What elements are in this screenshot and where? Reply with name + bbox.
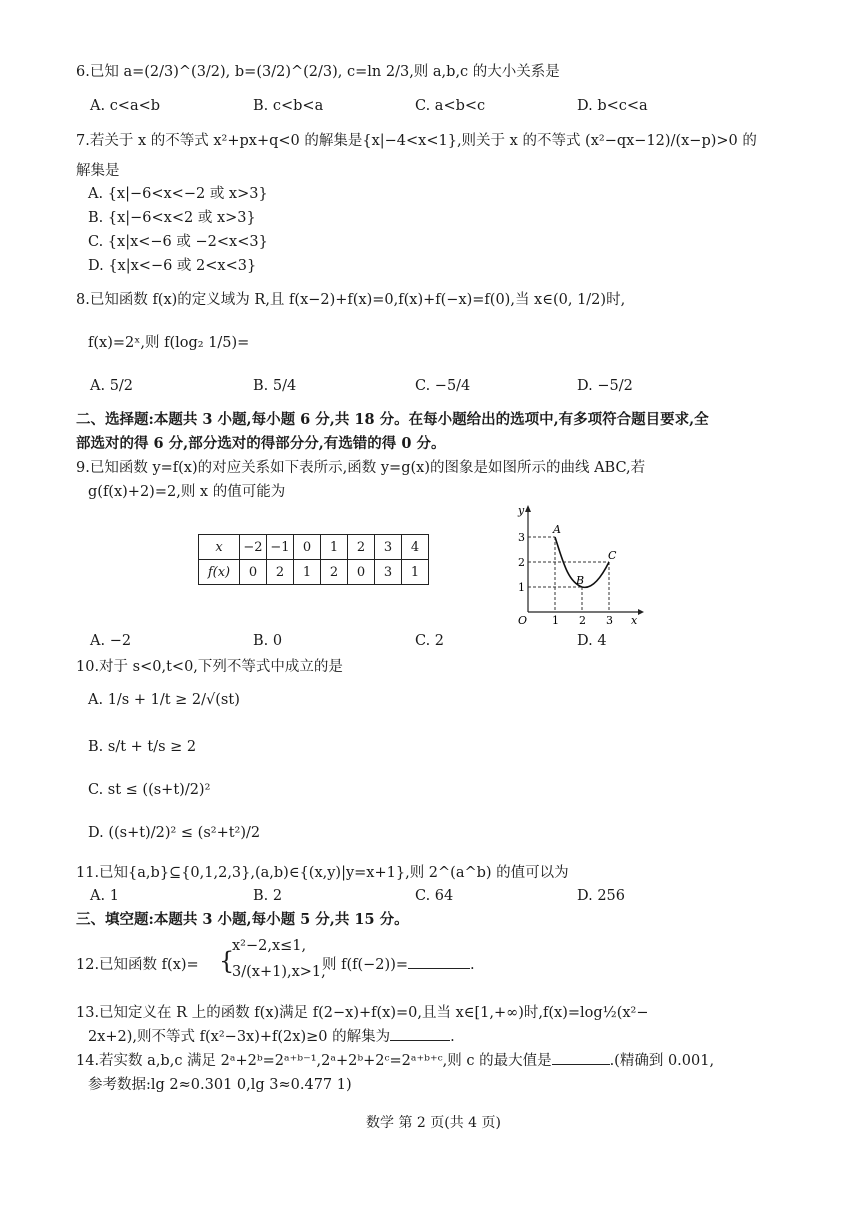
table-cell: 2 [267, 560, 294, 585]
table-cell: 1 [294, 560, 321, 585]
q9-curve-graph [508, 502, 648, 627]
q11-option-b: B. 2 [253, 888, 283, 904]
q12-case2: 3/(x+1),x>1, [232, 964, 326, 980]
q9-value-table [198, 534, 429, 585]
table-cell: 0 [240, 560, 267, 585]
q14-answer-blank[interactable] [552, 1064, 610, 1065]
q14-line1: 14.若实数 a,b,c 满足 2ᵃ+2ᵇ=2ᵃ⁺ᵇ⁻¹,2ᵃ+2ᵇ+2ᶜ=2ᵃ⁺ᵇ⁺ᶜ,则 c 的最大值是 [76, 1053, 552, 1069]
point-a-label: A [553, 523, 561, 536]
q11-option-a: A. 1 [90, 888, 119, 904]
q8-option-a: A. 5/2 [90, 378, 134, 394]
q6-option-b: B. c<b<a [253, 98, 324, 114]
q13-period: . [450, 1029, 455, 1045]
y-axis-label: y [518, 504, 525, 517]
point-c-label: C [608, 549, 617, 562]
q10-option-d: D. ((s+t)/2)² ≤ (s²+t²)/2 [88, 825, 261, 841]
section3-title: 三、填空题:本题共 3 小题,每小题 5 分,共 15 分。 [76, 911, 409, 928]
table-cell: 2 [348, 535, 375, 560]
q11-stem: 11.已知{a,b}⊆{0,1,2,3},(a,b)∈{(x,y)|y=x+1},则 2^(a^b) 的值可以为 [76, 865, 569, 881]
q14-line1-tail: .(精确到 0.001, [609, 1053, 715, 1069]
origin-label: O [518, 614, 528, 627]
q11-option-c: C. 64 [415, 888, 454, 904]
q13-line1: 13.已知定义在 R 上的函数 f(x)满足 f(2−x)+f(x)=0,且当 x∈[1,+∞)时,f(x)=log½(x²− [76, 1005, 649, 1021]
table-row [199, 560, 429, 585]
point-b-label: B [576, 574, 585, 587]
table-cell: 1 [402, 560, 429, 585]
q8-option-d: D. −5/2 [577, 378, 633, 394]
x-axis-arrow [638, 609, 644, 615]
q6-option-a: A. c<a<b [90, 98, 161, 114]
table-cell: f(x) [199, 560, 240, 585]
x-tick-1: 1 [552, 614, 559, 627]
y-tick-3: 3 [518, 531, 525, 544]
q7-option-d: D. {x|x<−6 或 2<x<3} [88, 258, 257, 274]
q10-option-a: A. 1/s + 1/t ≥ 2/√(st) [88, 692, 240, 708]
x-tick-3: 3 [606, 614, 613, 627]
q10-stem: 10.对于 s<0,t<0,下列不等式中成立的是 [76, 659, 343, 675]
q14-line2: 参考数据:lg 2≈0.301 0,lg 3≈0.477 1) [88, 1077, 352, 1093]
q7-option-a: A. {x|−6<x<−2 或 x>3} [88, 186, 268, 202]
y-tick-2: 2 [518, 556, 525, 569]
q12-answer-blank[interactable] [408, 968, 470, 969]
q13-answer-blank[interactable] [390, 1040, 450, 1041]
q12-suffix-wrap [322, 955, 475, 975]
section2-line1: 二、选择题:本题共 3 小题,每小题 6 分,共 18 分。在每小题给出的选项中,有多项符合题目要求,全 [76, 411, 709, 428]
table-row [199, 535, 429, 560]
x-axis-label: x [631, 614, 638, 627]
table-cell: 3 [375, 560, 402, 585]
q9-option-b: B. 0 [253, 633, 283, 649]
q6-stem: 6.已知 a=(2/3)^(3/2), b=(3/2)^(2/3), c=ln 2/3,则 a,b,c 的大小关系是 [76, 64, 560, 80]
q14-line1-wrap [76, 1051, 714, 1071]
q8-stem: 8.已知函数 f(x)的定义域为 R,且 f(x−2)+f(x)=0,f(x)+f(−x)=f(0),当 x∈(0, 1/2)时, [76, 292, 626, 308]
section2-line2: 部选对的得 6 分,部分选对的得部分分,有选错的得 0 分。 [76, 435, 446, 452]
table-cell: 0 [348, 560, 375, 585]
q11-option-d: D. 256 [577, 888, 626, 904]
q6-option-c: C. a<b<c [415, 98, 486, 114]
q12-prefix: 12.已知函数 f(x)= [76, 957, 199, 973]
table-cell: x [199, 535, 240, 560]
q9-stem: 9.已知函数 y=f(x)的对应关系如下表所示,函数 y=g(x)的图象是如图所示的曲线 ABC,若 [76, 460, 646, 476]
q10-option-b: B. s/t + t/s ≥ 2 [88, 739, 197, 755]
q8-option-b: B. 5/4 [253, 378, 297, 394]
brace-icon: { [219, 947, 235, 975]
table-cell: 4 [402, 535, 429, 560]
q13-line2: 2x+2),则不等式 f(x²−3x)+f(2x)≥0 的解集为 [88, 1029, 391, 1045]
q12-period: . [470, 957, 475, 973]
table-cell: −1 [267, 535, 294, 560]
q12-case1: x²−2,x≤1, [232, 938, 307, 954]
q7-option-b: B. {x|−6<x<2 或 x>3} [88, 210, 256, 226]
q8-stem-cont: f(x)=2ˣ,则 f(log₂ 1/5)= [88, 335, 250, 351]
table-cell: 0 [294, 535, 321, 560]
q7-stem-cont: 解集是 [76, 163, 120, 179]
q12-suffix: 则 f(f(−2))= [322, 957, 408, 973]
x-tick-2: 2 [579, 614, 586, 627]
q9-option-d: D. 4 [577, 633, 607, 649]
q6-option-d: D. b<c<a [577, 98, 648, 114]
table-cell: −2 [240, 535, 267, 560]
table-cell: 3 [375, 535, 402, 560]
y-tick-1: 1 [518, 581, 525, 594]
q7-stem: 7.若关于 x 的不等式 x²+px+q<0 的解集是{x|−4<x<1},则关于 x 的不等式 (x²−qx−12)/(x−p)>0 的 [76, 133, 757, 149]
table-cell: 1 [321, 535, 348, 560]
y-axis-arrow [525, 505, 531, 512]
q9-stem-cont: g(f(x)+2)=2,则 x 的值可能为 [88, 484, 286, 500]
q10-option-c: C. st ≤ ((s+t)/2)² [88, 782, 211, 798]
q7-option-c: C. {x|x<−6 或 −2<x<3} [88, 234, 268, 250]
q8-option-c: C. −5/4 [415, 378, 471, 394]
table-cell: 2 [321, 560, 348, 585]
page-footer: 数学 第 2 页(共 4 页) [366, 1115, 501, 1131]
q13-line2-wrap [88, 1027, 455, 1047]
q9-option-a: A. −2 [90, 633, 132, 649]
q9-option-c: C. 2 [415, 633, 445, 649]
